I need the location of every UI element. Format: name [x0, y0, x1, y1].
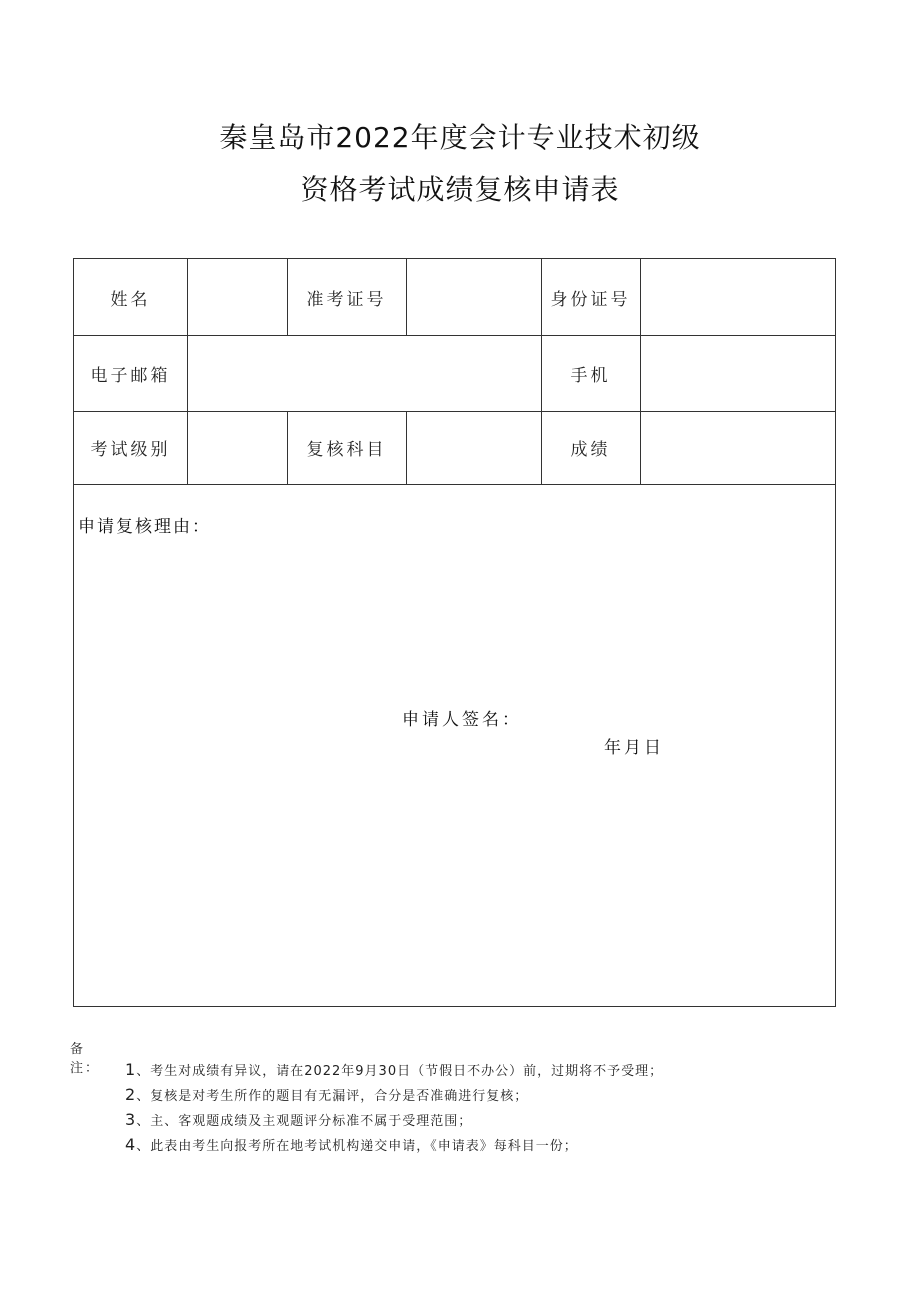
review-subject-field[interactable] [407, 411, 541, 484]
notes-title: 备注： [70, 1042, 101, 1076]
email-field[interactable] [188, 335, 541, 411]
review-reason-field[interactable] [74, 539, 835, 694]
id-number-field[interactable] [641, 259, 835, 335]
applicant-signature-label: 申请人签名： [402, 710, 522, 730]
score-field[interactable] [641, 411, 835, 484]
note-item [125, 1085, 528, 1104]
page-title-line-2: 资格考试成绩复核申请表 [300, 173, 620, 206]
phone-label: 手机 [570, 365, 611, 386]
note-item [125, 1060, 663, 1079]
date-label: 年月日 [604, 738, 664, 758]
note-item [125, 1110, 472, 1129]
email-label: 电子邮箱 [90, 365, 171, 386]
ticket-number-field[interactable] [407, 259, 541, 335]
score-label: 成绩 [570, 440, 611, 460]
note-item [125, 1135, 578, 1154]
application-form-table [73, 258, 836, 1007]
note-text: 、考生对成绩有异议，请在2022年9月30日（节假日不办公）前，过期将不予受理； [136, 1064, 664, 1079]
ticket-number-label: 准考证号 [306, 289, 387, 310]
note-number: 3 [125, 1110, 137, 1129]
note-text: 、复核是对考生所作的题目有无漏评，合分是否准确进行复核； [136, 1089, 529, 1104]
note-number: 1 [125, 1060, 137, 1079]
exam-level-label: 考试级别 [90, 440, 171, 460]
exam-level-field[interactable] [188, 411, 287, 484]
review-reason-label: 申请复核理由： [78, 517, 211, 537]
note-number: 4 [125, 1135, 137, 1154]
page-title-line-1: 秦皇岛市2022年度会计专业技术初级 [219, 121, 701, 154]
id-number-label: 身份证号 [550, 289, 631, 310]
note-text: 、主、客观题成绩及主观题评分标准不属于受理范围； [136, 1114, 473, 1129]
phone-field[interactable] [641, 335, 835, 411]
name-field[interactable] [188, 259, 287, 335]
note-number: 2 [125, 1085, 137, 1104]
row-divider [74, 484, 835, 485]
name-label: 姓名 [110, 289, 151, 310]
note-text: 、此表由考生向报考所在地考试机构递交申请，《申请表》每科目一份； [136, 1139, 578, 1154]
review-subject-label: 复核科目 [306, 440, 387, 460]
